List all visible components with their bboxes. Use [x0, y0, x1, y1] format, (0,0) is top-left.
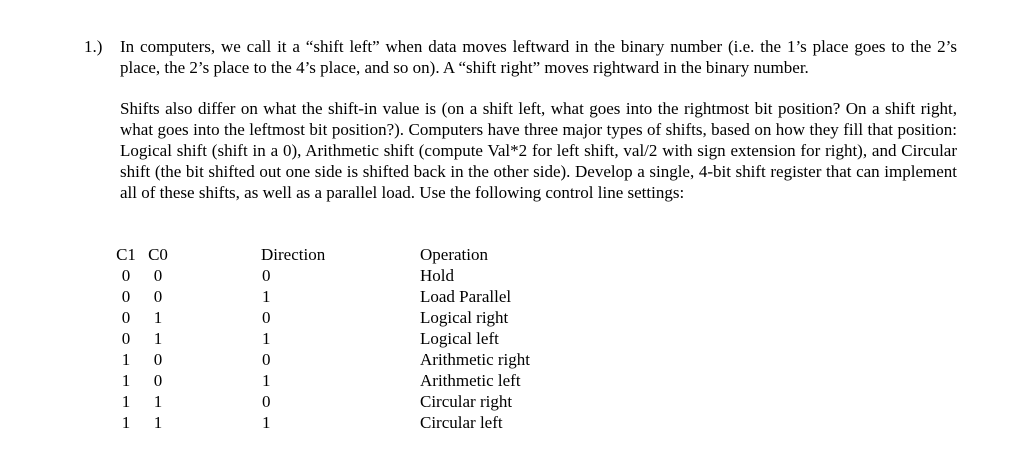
cell-operation: Circular right [420, 392, 513, 411]
cell-operation: Logical right [420, 308, 509, 327]
column-operation [420, 244, 530, 433]
cell-c0: 1 [153, 413, 163, 432]
cell-operation: Circular left [420, 413, 503, 432]
cell-direction: 1 [262, 371, 271, 390]
cell-c1: 0 [121, 329, 131, 348]
cell-c1: 1 [121, 350, 131, 369]
cell-operation: Arithmetic left [420, 371, 521, 390]
cell-c0: 0 [153, 350, 163, 369]
cell-operation: Arithmetic right [420, 350, 531, 369]
cell-operation: Logical left [420, 329, 499, 348]
question-paragraph-1: In computers, we call it a “shift left” when data moves leftward in the binary number (i.e. the 1’s place goes to the 2’s place, the 2’s place to the 4’s place, and so on). A “shift right” moves rightward in the binary number. [120, 37, 957, 77]
column-c0 [148, 244, 168, 433]
cell-c1: 1 [121, 371, 131, 390]
cell-c1: 0 [121, 266, 131, 285]
cell-c0: 0 [153, 371, 163, 390]
column-c1 [116, 244, 136, 433]
cell-c0: 1 [153, 308, 163, 327]
cell-direction: 0 [262, 350, 271, 369]
cell-direction: 1 [262, 329, 271, 348]
cell-direction: 0 [262, 392, 271, 411]
column-direction [261, 244, 325, 433]
header-direction: Direction [261, 245, 326, 264]
cell-c1: 1 [121, 392, 131, 411]
header-c1: C1 [116, 245, 136, 264]
question-number: 1.) [84, 37, 103, 56]
header-operation: Operation [420, 245, 488, 264]
cell-c0: 1 [153, 392, 163, 411]
cell-operation: Load Parallel [420, 287, 512, 306]
question-paragraph-2: Shifts also differ on what the shift-in value is (on a shift left, what goes into the rightmost bit position? On a shift right, what goes into the leftmost bit position?). Computers have three major types of shifts, based on how they fill that position: Logical shift (shift in a 0), Arithmetic shift (compute Val*2 for left shift, val/2 with sign extension for right), and Circular shift (the bit shifted out one side is shifted back in the other side). Develop a single, 4-bit shift register that can implement all of these shifts, as well as a parallel load. Use the following control line settings: [120, 99, 957, 202]
cell-direction: 1 [262, 413, 271, 432]
cell-direction: 0 [262, 266, 271, 285]
cell-c0: 0 [153, 287, 163, 306]
cell-direction: 0 [262, 308, 271, 327]
cell-c0: 1 [153, 329, 163, 348]
cell-c1: 1 [121, 413, 131, 432]
cell-c1: 0 [121, 287, 131, 306]
cell-c1: 0 [121, 308, 131, 327]
cell-c0: 0 [153, 266, 163, 285]
cell-operation: Hold [420, 266, 454, 285]
cell-direction: 1 [262, 287, 271, 306]
header-c0: C0 [148, 245, 168, 264]
